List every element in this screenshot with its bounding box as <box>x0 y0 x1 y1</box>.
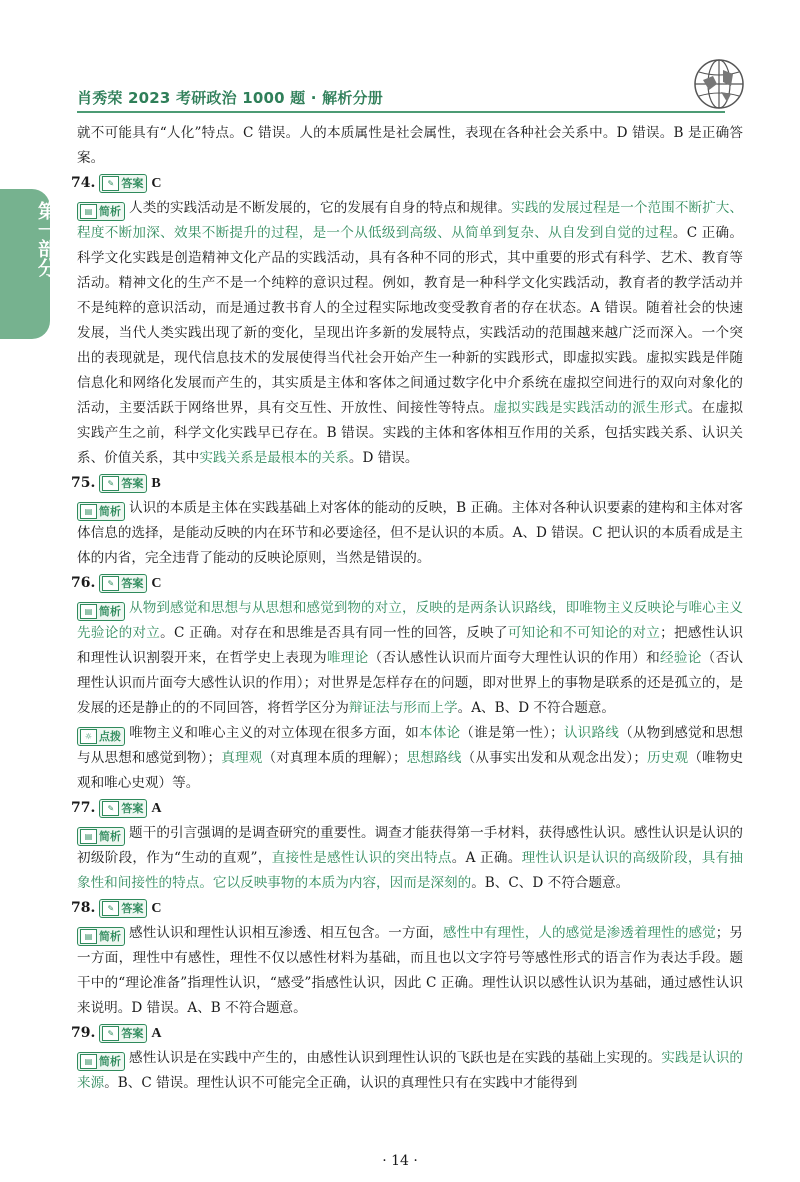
answer-line-74 <box>71 171 743 196</box>
analysis-78: ▤ 简析 感性认识和理性认识相互渗透、相互包含。一方面，感性中有理性，人的感觉是渗透着理性的感觉；另一方面，理性中有感性，理性不仅以感性材料为基础，而且也以文字符号等感性形式的语言作为表达手段。题干中的“理论准备”指理性认识，“感受”指感性认识，因此 C 正确。理性认识以感性认识为基础，通过感性认识来说明。D 错误。A、B 不符合题意。 <box>77 925 744 1016</box>
analysis-79: ▤ 简析 感性认识是在实践中产生的，由感性认识到理性认识的飞跃也是在实践的基础上实现的。实践是认识的来源。B、C 错误。理性认识不可能完全正确，认识的真理性只有在实践中才能得到 <box>77 1050 744 1091</box>
analysis-tag: ▤ 简析 <box>77 202 125 221</box>
point-tag: ☼ 点拨 <box>77 727 125 746</box>
question-number: 75. <box>71 475 96 491</box>
header-rule <box>77 111 725 113</box>
question-number: 74. <box>71 175 96 191</box>
answer-value: A <box>151 801 162 816</box>
book-icon: ▤ <box>80 929 97 944</box>
page-header <box>0 0 800 118</box>
answer-tag: ✎ 答案 <box>99 574 147 593</box>
globe-icon <box>693 58 745 110</box>
analysis-tag: ▤ 简析 <box>77 827 125 846</box>
question-number: 79. <box>71 1025 96 1041</box>
analysis-tag: ▤ 简析 <box>77 502 125 521</box>
pencil-icon: ✎ <box>102 901 119 916</box>
answer-tag: ✎ 答案 <box>99 799 147 818</box>
book-icon: ▤ <box>80 204 97 219</box>
lightbulb-icon: ☼ <box>80 729 97 744</box>
pencil-icon: ✎ <box>102 176 119 191</box>
pencil-icon: ✎ <box>102 801 119 816</box>
pencil-icon: ✎ <box>102 1026 119 1041</box>
book-icon: ▤ <box>80 1054 97 1069</box>
answer-value: C <box>151 901 162 916</box>
answer-line-77 <box>71 796 743 821</box>
book-icon: ▤ <box>80 604 97 619</box>
book-icon: ▤ <box>80 504 97 519</box>
book-icon: ▤ <box>80 829 97 844</box>
pencil-icon: ✎ <box>102 476 119 491</box>
answer-line-79 <box>71 1021 743 1046</box>
pencil-icon: ✎ <box>102 576 119 591</box>
analysis-tag: ▤ 简析 <box>77 1052 125 1071</box>
page-content <box>71 121 744 1096</box>
answer-tag: ✎ 答案 <box>99 899 147 918</box>
answer-line-75 <box>71 471 743 496</box>
answer-tag: ✎ 答案 <box>99 174 147 193</box>
continued-text: 就不可能具有“人化”特点。C 错误。人的本质属性是社会属性，表现在各种社会关系中。D 错误。B 是正确答案。 <box>77 125 743 166</box>
point-76: ☼ 点拨 唯物主义和唯心主义的对立体现在很多方面，如本体论（谁是第一性）；认识路线（从物到感觉和思想与从思想和感觉到物）；真理观（对真理本质的理解）；思想路线（从事实出发和从观念出发）；历史观（唯物史观和唯心史观）等。 <box>77 725 744 791</box>
question-number: 76. <box>71 575 96 591</box>
answer-value: A <box>151 1026 162 1041</box>
side-tab-label: 第一部分 <box>35 201 57 277</box>
page-number: · 14 · <box>382 1153 418 1169</box>
answer-tag: ✎ 答案 <box>99 474 147 493</box>
question-number: 78. <box>71 900 96 916</box>
analysis-77: ▤ 简析 题干的引言强调的是调查研究的重要性。调查才能获得第一手材料，获得感性认识。感性认识是认识的初级阶段，作为“生动的直观”，直接性是感性认识的突出特点。A 正确。理性认识是认识的高级阶段，具有抽象性和间接性的特点。它以反映事物的本质为内容，因而是深刻的。B、C、D 不符合题意。 <box>77 825 744 891</box>
analysis-tag: ▤ 简析 <box>77 602 125 621</box>
answer-line-78 <box>71 896 743 921</box>
answer-tag: ✎ 答案 <box>99 1024 147 1043</box>
section-side-tab <box>0 189 57 339</box>
analysis-76: ▤ 简析 从物到感觉和思想与从思想和感觉到物的对立，反映的是两条认识路线，即唯物主义反映论与唯心主义先验论的对立。C 正确。对存在和思维是否具有同一性的回答，反映了可知论和不可知论的对立；把感性认识和理性认识割裂开来，在哲学史上表现为唯理论（否认感性认识而片面夸大理性认识的作用）和经验论（否认理性认识而片面夸大感性认识的作用）；对世界是怎样存在的问题，即对世界上的事物是联系的还是孤立的，是发展的还是静止的的不同回答，将哲学区分为辩证法与形而上学。A、B、D 不符合题意。 <box>77 600 744 716</box>
analysis-75: ▤ 简析 认识的本质是主体在实践基础上对客体的能动的反映，B 正确。主体对各种认识要素的建构和主体对客体信息的选择，是能动反映的内在环节和必要途径，但不是认识的本质。A、D 错误。C 把认识的本质看成是主体的内省，完全违背了能动的反映论原则，当然是错误的。 <box>77 500 743 566</box>
analysis-74: ▤ 简析 人类的实践活动是不断发展的，它的发展有自身的特点和规律。实践的发展过程是一个范围不断扩大、程度不断加深、效果不断提升的过程，是一个从低级到高级、从简单到复杂、从自发到自觉的过程。C 正确。科学文化实践是创造精神文化产品的实践活动，具有各种不同的形式，其中重要的形式有科学、艺术、教育等活动。精神文化的生产不是一个纯粹的意识过程。例如，教育是一种科学文化实践活动，教育者的教学活动并不是纯粹的意识活动，而是通过教书育人的全过程实际地改变受教育者的存在状态。A 错误。随着社会的快速发展，当代人类实践出现了新的变化，呈现出许多新的发展特点，实践活动的范围越来越广泛而深入。一个突出的表现就是，现代信息技术的发展使得当代社会开始产生一种新的实践形式，即虚拟实践。虚拟实践是伴随信息化和网络化发展而产生的，其实质是主体和客体之间通过数字化中介系统在虚拟空间进行的双向对象化的活动，主要活跃于网络世界，具有交互性、开放性、间接性等特点。虚拟实践是实践活动的派生形式。在虚拟实践产生之前，科学文化实践早已存在。B 错误。实践的主体和客体相互作用的关系，包括实践关系、认识关系、价值关系，其中实践关系是最根本的关系。D 错误。 <box>77 200 744 466</box>
answer-value: B <box>151 476 161 491</box>
answer-value: C <box>151 576 162 591</box>
question-number: 77. <box>71 800 96 816</box>
answer-value: C <box>151 176 162 191</box>
header-title: 肖秀荣 2023 考研政治 1000 题 · 解析分册 <box>77 89 383 107</box>
answer-line-76 <box>71 571 743 596</box>
analysis-tag: ▤ 简析 <box>77 927 125 946</box>
